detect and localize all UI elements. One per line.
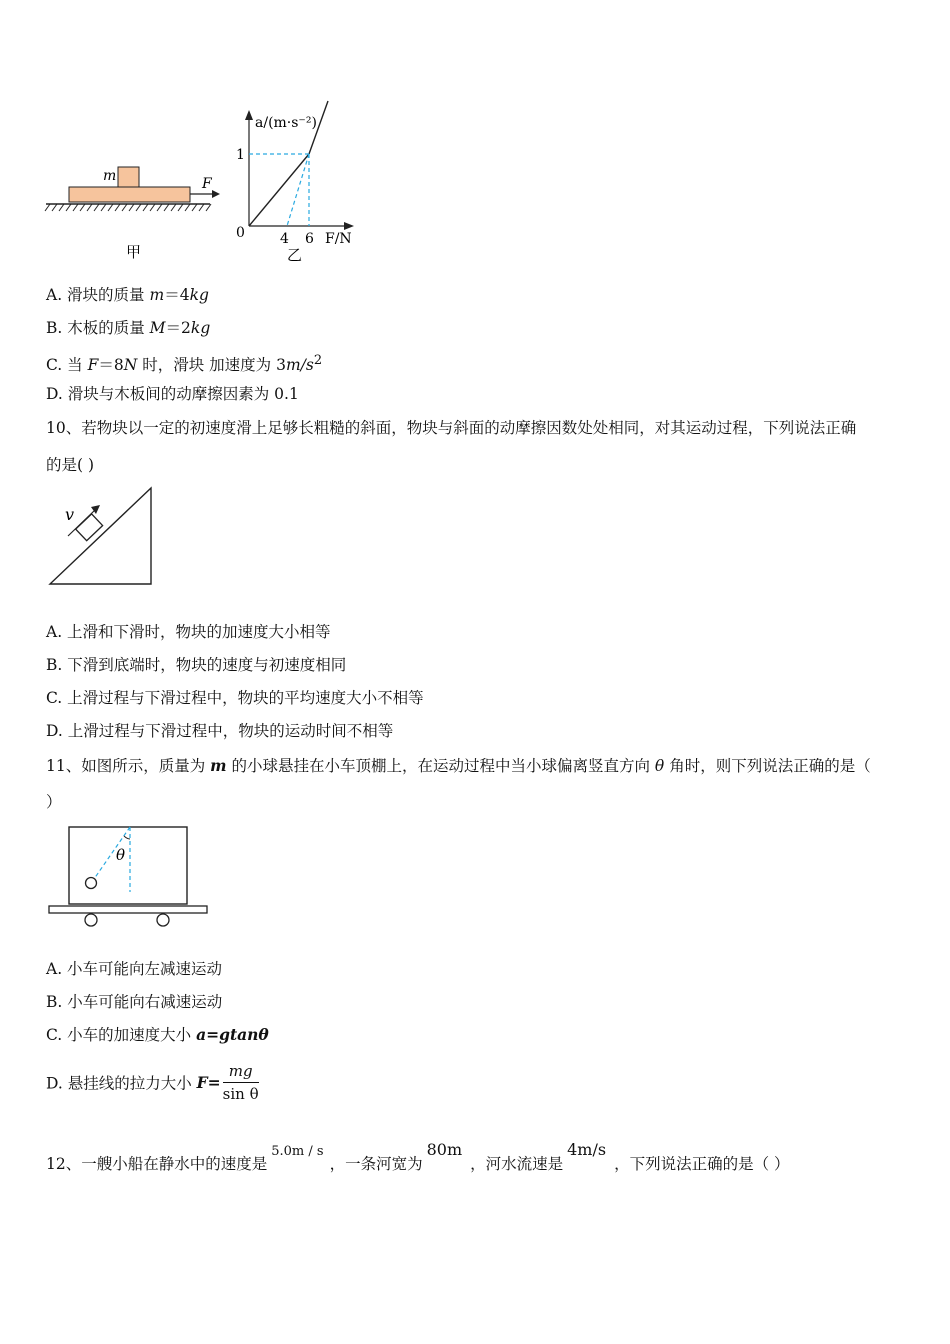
q9-c-unit: N [123, 356, 138, 375]
q9-option-b [46, 318, 210, 338]
q12-part1: 12、一艘小船在静水中的速度是 [46, 1155, 268, 1173]
q9-d-text: D. 滑块与木板间的动摩擦因素为 0.1 [46, 385, 299, 403]
q10-option-c: C. 上滑过程与下滑过程中，物块的平均速度大小不相等 [46, 689, 424, 707]
q9-a-unit: kg [189, 286, 209, 304]
q11-d-lhs: F= [196, 1073, 221, 1092]
q11-c-text: C. 小车的加速度大小 [46, 1026, 197, 1044]
q11-stem-a: 11、如图所示，质量为 [46, 757, 211, 775]
q9-a-rest: ＝4 [164, 286, 190, 304]
q11-option-d [46, 1062, 259, 1103]
figure-right-caption: 乙 [287, 246, 303, 264]
board-M [69, 187, 190, 202]
theta-label: θ [116, 846, 126, 864]
q9-option-c [46, 351, 322, 375]
q12-stem [46, 1140, 790, 1174]
y-axis-arrowhead [245, 110, 253, 120]
q9-c-sup: 2 [313, 353, 323, 368]
q10-option-d: D. 上滑过程与下滑过程中，物块的运动时间不相等 [46, 722, 394, 740]
force-label: F [202, 176, 212, 192]
q9-c-rest: ＝8 [98, 356, 124, 375]
q9-c-prefix: C. 当 [46, 356, 88, 375]
figure-a-F-graph [228, 98, 368, 268]
q11-stem-theta: θ [654, 757, 665, 775]
dashed-x4 [287, 154, 309, 226]
q9-a-var: m [149, 286, 165, 304]
block-m [118, 167, 139, 187]
q11-d-denominator: sin θ [222, 1085, 259, 1103]
q11-stem-line2: ） [46, 793, 62, 811]
q9-b-rest: ＝2 [165, 319, 191, 337]
q12-speed: 5.0m / s [271, 1144, 324, 1159]
q9-c-tail: 时，滑块 加速度为 3 [137, 356, 286, 375]
q12-part3: ，河水流速是 [470, 1155, 564, 1173]
q11-stem-c: 角时，则下列说法正确的是（ [664, 757, 871, 775]
q9-c-unit2: m/s [285, 356, 314, 375]
q12-flow: 4m/s [567, 1140, 607, 1159]
q11-option-b: B. 小车可能向右减速运动 [46, 993, 223, 1011]
q9-a-prefix: A. 滑块的质量 [46, 286, 150, 304]
velocity-label: v [65, 505, 75, 524]
q11-stem-m: m [210, 756, 227, 775]
q10-stem-line1: 10、若物块以一定的初速度滑上足够长粗糙的斜面，物块与斜面的动摩擦因数处处相同，对其运动过程，下列说法正确 [46, 419, 857, 437]
cart-base [49, 906, 207, 913]
q11-d-text: D. 悬挂线的拉力大小 [46, 1074, 197, 1093]
q11-c-formula: a=gtanθ [196, 1025, 269, 1044]
figure-cart-pendulum [46, 822, 212, 932]
q11-stem-b: 的小球悬挂在小车顶棚上，在运动过程中当小球偏离竖直方向 [226, 757, 655, 775]
q9-option-a [46, 285, 209, 305]
incline-triangle [50, 488, 151, 584]
force-arrowhead [212, 190, 220, 198]
q11-option-c [46, 1025, 269, 1045]
graph-line-1 [249, 154, 309, 226]
q12-part2: ，一条河宽为 [329, 1155, 423, 1173]
q9-option-d [46, 384, 299, 404]
incline-block [76, 514, 103, 541]
q9-b-unit: kg [190, 319, 211, 337]
x-tick-4: 4 [280, 231, 289, 247]
q10-option-a: A. 上滑和下滑时，物块的加速度大小相等 [46, 623, 331, 641]
q12-width: 80m [426, 1140, 463, 1159]
ground-hatch [45, 204, 211, 211]
q9-b-var: M [149, 319, 166, 337]
figure-incline [46, 484, 158, 590]
q10-stem-line2: 的是( ) [46, 456, 95, 474]
q10-option-b: B. 下滑到底端时，物块的速度与初速度相同 [46, 656, 347, 674]
y-tick-1: 1 [236, 147, 245, 163]
q11-option-a: A. 小车可能向左减速运动 [46, 960, 223, 978]
x-tick-6: 6 [305, 231, 314, 247]
wheel-right [157, 914, 169, 926]
block-label: m [103, 168, 117, 184]
x-axis-label: F/N [325, 231, 352, 247]
origin-label: 0 [236, 225, 245, 241]
figure-block-on-board [40, 160, 230, 270]
q9-b-prefix: B. 木板的质量 [46, 319, 150, 337]
q9-c-var: F [87, 356, 99, 375]
y-axis-label: a/(m·s⁻²) [255, 115, 317, 131]
q12-part4: ，下列说法正确的是（ ） [614, 1155, 790, 1173]
pendulum-ball [86, 878, 97, 889]
q11-d-numerator: mg [223, 1062, 259, 1083]
figure-left-caption: 甲 [126, 243, 142, 261]
q11-stem-line1 [46, 756, 871, 776]
wheel-left [85, 914, 97, 926]
x-axis-arrowhead [344, 222, 354, 230]
q11-d-fraction [223, 1062, 259, 1103]
angle-arc [124, 836, 130, 839]
